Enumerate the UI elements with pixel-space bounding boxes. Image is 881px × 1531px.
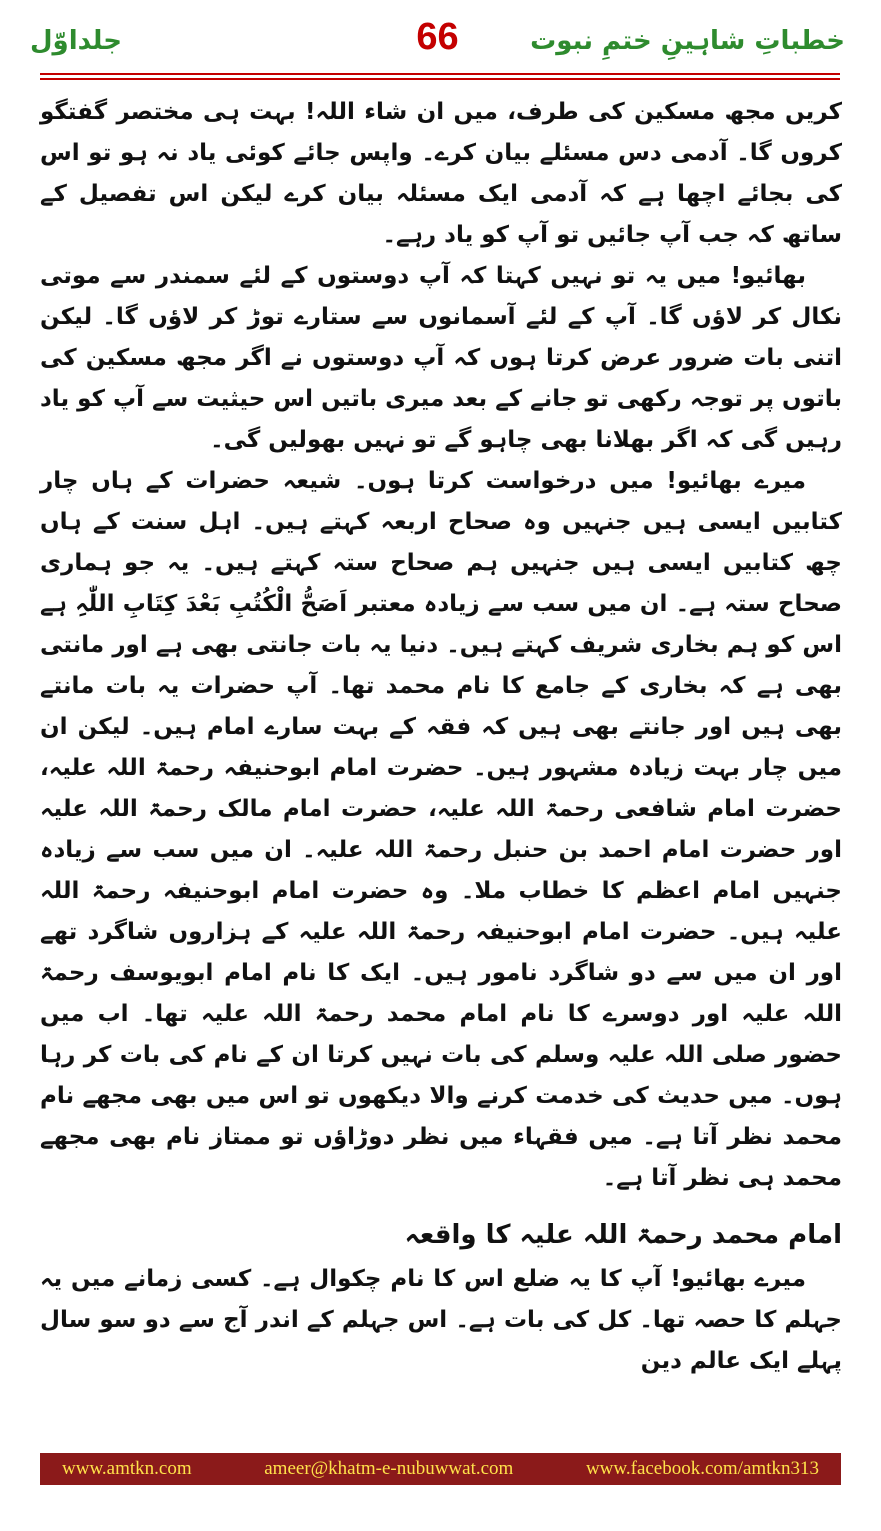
paragraph-4: میرے بھائیو! آپ کا یہ ضلع اس کا نام چکوال ہے۔ کسی زمانے میں یہ جہلم کا حصہ تھا۔ کل کی بات ہے۔ اس جہلم کے اندر آج سے دو سو سال پہلے ایک عالم دین xyxy=(40,1266,842,1374)
footer-email-link[interactable]: ameer@khatm-e-nubuwwat.com xyxy=(264,1458,514,1479)
page-number: 66 xyxy=(416,16,459,58)
header-divider-bottom xyxy=(40,78,840,80)
section-heading: امام محمد رحمۃ اللہ علیہ کا واقعہ xyxy=(404,1220,842,1250)
book-title: خطباتِ شاہینِ ختمِ نبوت xyxy=(530,26,845,56)
page-body xyxy=(40,92,842,1382)
footer-website-link[interactable]: www.amtkn.com xyxy=(62,1458,192,1479)
paragraph-1: کریں مجھ مسکین کی طرف، میں ان شاء اللہ! بہت ہی مختصر گفتگو کروں گا۔ آدمی دس مسئلے بیان کرے۔ واپس جائے کوئی یاد نہ ہو تو اس کی بجائے اچھا ہے کہ آدمی ایک مسئلہ بیان کرے لیکن اس تفصیل کے ساتھ کہ جب آپ جائیں تو آپ کو یاد رہے۔ xyxy=(40,99,842,248)
paragraph-2: بھائیو! میں یہ تو نہیں کہتا کہ آپ دوستوں کے لئے سمندر سے موتی نکال کر لاؤں گا۔ آپ کے لئے آسمانوں سے ستارے توڑ کر لاؤں گا۔ لیکن اتنی بات ضرور عرض کرتا ہوں کہ آپ دوستوں نے اگر مجھ مسکین کی باتوں پر توجہ رکھی تو جانے کے بعد میری باتیں اس حیثیت سے آپ کو یاد رہیں گی کہ اگر بھلانا بھی چاہو گے تو نہیں بھولیں گی۔ xyxy=(40,263,842,453)
header-divider-top xyxy=(40,73,840,75)
page-header xyxy=(30,12,845,72)
volume-label: جلداوّل xyxy=(30,26,123,56)
paragraph-3: میرے بھائیو! میں درخواست کرتا ہوں۔ شیعہ حضرات کے ہاں چار کتابیں ایسی ہیں جنہیں وہ صحاح اربعہ کہتے ہیں۔ اہل سنت کے ہاں چھ کتابیں ایسی ہیں جنہیں ہم صحاح ستہ کہتے ہیں۔ یہ جو ہماری صحاح ستہ ہے۔ ان میں سب سے زیادہ معتبر اَصَحُّ الْکُتُبِ بَعْدَ کِتَابِ اللّٰہِ ہے اس کو ہم بخاری شریف کہتے ہیں۔ دنیا یہ بات جانتی بھی ہے اور مانتی بھی ہے کہ بخاری کے جامع کا نام محمد تھا۔ آپ حضرات یہ بات مانتے بھی ہیں اور جانتے بھی ہیں کہ فقہ کے بہت سارے امام ہیں۔ لیکن ان میں چار بہت زیادہ مشہور ہیں۔ حضرت امام ابوحنیفہ رحمۃ اللہ علیہ، حضرت امام شافعی رحمۃ اللہ علیہ، حضرت امام مالک رحمۃ اللہ علیہ اور حضرت امام احمد بن حنبل رحمۃ اللہ علیہ۔ ان میں سب سے زیادہ جنہیں امام اعظم کا خطاب ملا۔ وہ حضرت امام ابوحنیفہ رحمۃ اللہ علیہ ہیں۔ حضرت امام ابوحنیفہ رحمۃ اللہ علیہ کے ہزاروں شاگرد تھے اور ان میں سے دو شاگرد نامور ہیں۔ ایک کا نام امام ابویوسف رحمۃ اللہ علیہ اور دوسرے کا نام امام محمد رحمۃ اللہ علیہ تھا۔ اب میں حضور صلی اللہ علیہ وسلم کی بات نہیں کرتا ان کے نام کی بات کر رہا ہوں۔ میں حدیث کی خدمت کرنے والا دیکھوں تو اس میں بھی مجھے نام محمد نظر آتا ہے۔ میں فقہاء میں نظر دوڑاؤں تو ممتاز نام بھی مجھے محمد ہی نظر آتا ہے۔ xyxy=(40,468,842,1191)
page-footer xyxy=(40,1453,841,1485)
footer-facebook-link[interactable]: www.facebook.com/amtkn313 xyxy=(585,1458,819,1479)
